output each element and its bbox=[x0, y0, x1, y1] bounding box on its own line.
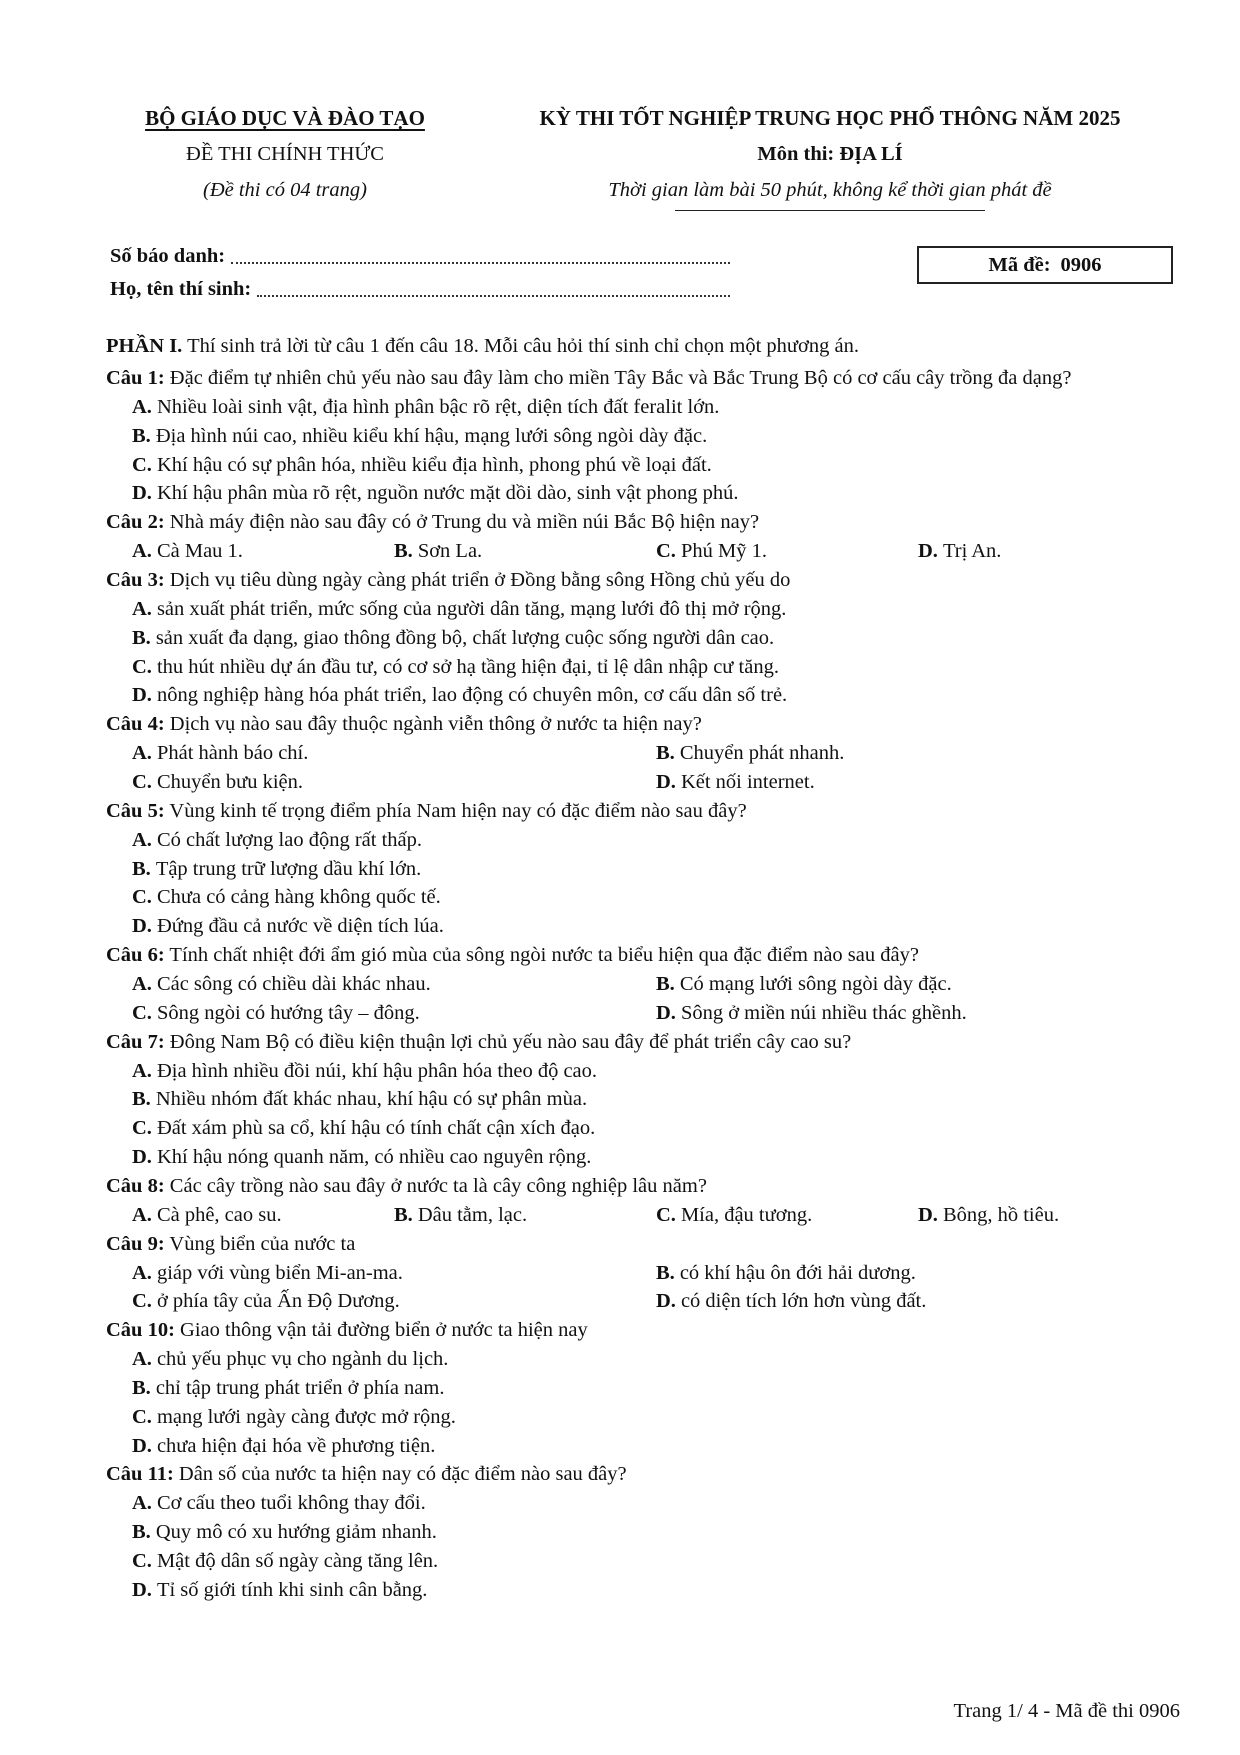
question-label: Câu 3: bbox=[106, 568, 165, 591]
answer-option[interactable] bbox=[106, 912, 1186, 941]
question-1 bbox=[106, 364, 1186, 508]
option-letter: D. bbox=[132, 482, 152, 505]
option-letter: B. bbox=[132, 424, 151, 447]
answer-option[interactable] bbox=[656, 1259, 1180, 1288]
question-label: Câu 11: bbox=[106, 1463, 174, 1486]
option-text: Các sông có chiều dài khác nhau. bbox=[156, 972, 431, 995]
option-text: Quy mô có xu hướng giảm nhanh. bbox=[155, 1521, 437, 1544]
option-letter: B. bbox=[132, 626, 151, 649]
option-letter: C. bbox=[132, 1290, 152, 1313]
option-text: mạng lưới ngày càng được mở rộng. bbox=[156, 1405, 456, 1428]
option-text: chỉ tập trung phát triển ở phía nam. bbox=[155, 1376, 445, 1399]
question-text: Các cây trồng nào sau đây ở nước ta là cây công nghiệp lâu năm? bbox=[164, 1174, 707, 1197]
answer-option[interactable] bbox=[106, 681, 1186, 710]
option-text: Nhiều loài sinh vật, địa hình phân bậc rõ rệt, diện tích đất feralit lớn. bbox=[156, 396, 720, 418]
question-8 bbox=[106, 1172, 1186, 1230]
option-letter: D. bbox=[132, 915, 152, 938]
option-text: Khí hậu nóng quanh năm, có nhiều cao nguyên rộng. bbox=[156, 1145, 592, 1168]
option-letter: B. bbox=[656, 1261, 675, 1284]
question-list bbox=[106, 364, 1186, 1605]
option-letter: A. bbox=[132, 597, 152, 620]
candidate-id-field[interactable] bbox=[231, 240, 730, 264]
option-text: giáp với vùng biển Mi-an-ma. bbox=[156, 1261, 403, 1284]
option-letter: C. bbox=[132, 1405, 152, 1428]
option-text: Dâu tằm, lạc. bbox=[417, 1203, 528, 1226]
question-text: Đông Nam Bộ có điều kiện thuận lợi chủ yếu nào sau đây để phát triển cây cao su? bbox=[164, 1030, 852, 1053]
pages-note: (Đề thi có 04 trang) bbox=[203, 179, 367, 201]
question-stem bbox=[106, 1028, 1186, 1057]
answer-option[interactable] bbox=[106, 595, 1186, 624]
header-divider bbox=[675, 210, 985, 211]
answer-option[interactable] bbox=[106, 1576, 1186, 1605]
option-row bbox=[106, 970, 1186, 999]
question-label: Câu 8: bbox=[106, 1174, 165, 1197]
option-letter: B. bbox=[132, 1521, 151, 1544]
option-text: Nhiều nhóm đất khác nhau, khí hậu có sự phân mùa. bbox=[155, 1088, 588, 1111]
answer-option[interactable] bbox=[106, 1085, 1186, 1114]
option-letter: A. bbox=[132, 1348, 152, 1371]
answer-option[interactable] bbox=[106, 653, 1186, 682]
answer-option[interactable] bbox=[106, 624, 1186, 653]
answer-option[interactable] bbox=[132, 970, 656, 999]
option-text: Có chất lượng lao động rất thấp. bbox=[156, 828, 422, 851]
option-letter: A. bbox=[132, 1492, 152, 1515]
option-text: Có mạng lưới sông ngòi dày đặc. bbox=[679, 972, 952, 995]
exam-code-label: Mã đề: bbox=[988, 254, 1051, 276]
part-text: Thí sinh trả lời từ câu 1 đến câu 18. Mỗi câu hỏi thí sinh chỉ chọn một phương án. bbox=[187, 335, 859, 357]
question-label: Câu 2: bbox=[106, 511, 165, 534]
ministry-name: BỘ GIÁO DỤC VÀ ĐÀO TẠO bbox=[145, 106, 425, 130]
option-letter: B. bbox=[132, 1088, 151, 1111]
question-label: Câu 5: bbox=[106, 799, 165, 822]
answer-option[interactable] bbox=[132, 1287, 656, 1316]
option-text: Tập trung trữ lượng dầu khí lớn. bbox=[155, 857, 422, 880]
option-text: Đứng đầu cả nước về diện tích lúa. bbox=[156, 915, 444, 938]
exam-code-box bbox=[917, 246, 1173, 284]
option-letter: B. bbox=[656, 972, 675, 995]
candidate-info bbox=[110, 240, 730, 306]
answer-option[interactable] bbox=[918, 537, 1180, 566]
question-text: Tính chất nhiệt đới ẩm gió mùa của sông ngòi nước ta biểu hiện qua đặc điểm nào sau đây? bbox=[164, 943, 919, 966]
option-letter: D. bbox=[656, 770, 676, 793]
page-footer: Trang 1/ 4 - Mã đề thi 0906 bbox=[953, 1700, 1180, 1722]
exam-content bbox=[106, 330, 1186, 1605]
option-text: thu hút nhiều dự án đầu tư, có cơ sở hạ tầng hiện đại, tỉ lệ dân nhập cư tăng. bbox=[156, 655, 779, 678]
answer-option[interactable] bbox=[106, 855, 1186, 884]
question-10 bbox=[106, 1316, 1186, 1460]
option-row bbox=[106, 1287, 1186, 1316]
question-text: Dịch vụ tiêu dùng ngày càng phát triển ở Đồng bằng sông Hồng chủ yếu do bbox=[164, 568, 791, 591]
option-text: Sơn La. bbox=[417, 540, 483, 563]
option-text: Trị An. bbox=[942, 540, 1002, 563]
option-letter: A. bbox=[132, 1203, 152, 1226]
option-row bbox=[106, 768, 1186, 797]
option-text: Cà Mau 1. bbox=[156, 540, 243, 563]
option-text: Sông ngòi có hướng tây – đông. bbox=[156, 1001, 420, 1024]
option-text: Khí hậu phân mùa rõ rệt, nguồn nước mặt dồi dào, sinh vật phong phú. bbox=[156, 482, 739, 505]
candidate-name-field[interactable] bbox=[257, 273, 730, 297]
question-stem bbox=[106, 941, 1186, 970]
answer-option[interactable] bbox=[132, 1201, 394, 1230]
exam-code-value: 0906 bbox=[1060, 254, 1102, 276]
question-5 bbox=[106, 797, 1186, 941]
option-text: Phát hành báo chí. bbox=[156, 742, 309, 765]
answer-option[interactable] bbox=[106, 1057, 1186, 1086]
option-text: Kết nối internet. bbox=[680, 770, 815, 793]
answer-option[interactable] bbox=[106, 451, 1186, 480]
option-row bbox=[106, 739, 1186, 768]
question-11 bbox=[106, 1460, 1186, 1604]
option-letter: A. bbox=[132, 742, 152, 765]
option-text: chủ yếu phục vụ cho ngành du lịch. bbox=[156, 1348, 449, 1371]
option-letter: D. bbox=[918, 540, 938, 563]
question-stem bbox=[106, 508, 1186, 537]
option-letter: D. bbox=[656, 1001, 676, 1024]
option-letter: D. bbox=[132, 1434, 152, 1457]
option-letter: C. bbox=[132, 886, 152, 909]
answer-option[interactable] bbox=[106, 1432, 1186, 1461]
option-letter: D. bbox=[132, 1578, 152, 1601]
question-stem bbox=[106, 1316, 1186, 1345]
option-letter: D. bbox=[132, 684, 152, 707]
option-letter: C. bbox=[656, 1203, 676, 1226]
candidate-name-row bbox=[110, 273, 730, 306]
question-label: Câu 1: bbox=[106, 367, 165, 389]
option-text: sản xuất đa dạng, giao thông đồng bộ, chất lượng cuộc sống người dân cao. bbox=[155, 626, 775, 649]
answer-option[interactable] bbox=[132, 768, 656, 797]
option-row bbox=[106, 999, 1186, 1028]
answer-option[interactable] bbox=[132, 999, 656, 1028]
candidate-name-label: Họ, tên thí sinh: bbox=[110, 278, 252, 300]
option-text: Tỉ số giới tính khi sinh cân bằng. bbox=[156, 1578, 428, 1601]
option-text: Bông, hồ tiêu. bbox=[942, 1203, 1060, 1226]
answer-option[interactable] bbox=[106, 1374, 1186, 1403]
answer-option[interactable] bbox=[106, 1518, 1186, 1547]
option-row bbox=[106, 537, 1186, 566]
header-right bbox=[470, 100, 1190, 211]
subject-line bbox=[470, 136, 1190, 172]
question-3 bbox=[106, 566, 1186, 710]
question-9 bbox=[106, 1230, 1186, 1317]
option-text: có khí hậu ôn đới hải dương. bbox=[679, 1261, 916, 1284]
option-letter: B. bbox=[394, 540, 413, 563]
option-letter: B. bbox=[132, 857, 151, 880]
answer-option[interactable] bbox=[106, 1547, 1186, 1576]
option-row bbox=[106, 1259, 1186, 1288]
answer-option[interactable] bbox=[656, 1287, 1180, 1316]
answer-option[interactable] bbox=[106, 883, 1186, 912]
option-text: Chưa có cảng hàng không quốc tế. bbox=[156, 886, 441, 909]
question-label: Câu 7: bbox=[106, 1030, 165, 1053]
question-stem bbox=[106, 710, 1186, 739]
question-text: Dịch vụ nào sau đây thuộc ngành viễn thông ở nước ta hiện nay? bbox=[164, 713, 702, 736]
question-2 bbox=[106, 508, 1186, 566]
question-4 bbox=[106, 710, 1186, 797]
answer-option[interactable] bbox=[106, 1114, 1186, 1143]
question-stem bbox=[106, 566, 1186, 595]
option-text: Chuyển bưu kiện. bbox=[156, 770, 303, 793]
answer-option[interactable] bbox=[106, 479, 1186, 508]
answer-option[interactable] bbox=[394, 537, 656, 566]
official-label: ĐỀ THI CHÍNH THỨC bbox=[186, 143, 384, 165]
answer-option[interactable] bbox=[106, 826, 1186, 855]
answer-option[interactable] bbox=[132, 739, 656, 768]
option-letter: C. bbox=[132, 770, 152, 793]
option-text: sản xuất phát triển, mức sống của người dân tăng, mạng lưới đô thị mở rộng. bbox=[156, 597, 787, 620]
answer-option[interactable] bbox=[656, 970, 1180, 999]
question-stem bbox=[106, 1460, 1186, 1489]
question-6 bbox=[106, 941, 1186, 1028]
answer-option[interactable] bbox=[656, 768, 1180, 797]
question-text: Vùng biển của nước ta bbox=[164, 1232, 356, 1255]
option-letter: C. bbox=[656, 540, 676, 563]
question-7 bbox=[106, 1028, 1186, 1172]
answer-option[interactable] bbox=[656, 1201, 918, 1230]
question-label: Câu 6: bbox=[106, 943, 165, 966]
header-left bbox=[110, 100, 460, 208]
question-stem bbox=[106, 364, 1186, 393]
option-letter: C. bbox=[132, 655, 152, 678]
option-letter: D. bbox=[132, 1145, 152, 1168]
candidate-id-label: Số báo danh: bbox=[110, 245, 226, 267]
answer-option[interactable] bbox=[106, 1489, 1186, 1518]
option-text: Địa hình nhiều đồi núi, khí hậu phân hóa theo độ cao. bbox=[156, 1059, 598, 1082]
answer-option[interactable] bbox=[132, 537, 394, 566]
option-letter: D. bbox=[918, 1203, 938, 1226]
option-text: Khí hậu có sự phân hóa, nhiều kiểu địa hình, phong phú về loại đất. bbox=[156, 453, 712, 476]
question-label: Câu 4: bbox=[106, 713, 165, 736]
option-text: chưa hiện đại hóa về phương tiện. bbox=[156, 1434, 436, 1457]
answer-option[interactable] bbox=[656, 537, 918, 566]
answer-option[interactable] bbox=[918, 1201, 1180, 1230]
question-text: Giao thông vận tải đường biển ở nước ta hiện nay bbox=[174, 1319, 588, 1342]
option-text: Cà phê, cao su. bbox=[156, 1203, 282, 1226]
option-letter: A. bbox=[132, 1059, 152, 1082]
option-text: Mía, đậu tương. bbox=[680, 1203, 813, 1226]
subject-name: ĐỊA LÍ bbox=[839, 143, 903, 165]
option-text: Cơ cấu theo tuổi không thay đổi. bbox=[156, 1492, 426, 1515]
option-text: ở phía tây của Ấn Độ Dương. bbox=[156, 1290, 400, 1313]
question-stem bbox=[106, 1230, 1186, 1259]
part-instruction bbox=[106, 330, 1186, 362]
option-text: Sông ở miền núi nhiều thác ghềnh. bbox=[680, 1001, 967, 1024]
question-stem bbox=[106, 1172, 1186, 1201]
option-text: Chuyển phát nhanh. bbox=[679, 742, 845, 765]
option-letter: C. bbox=[132, 1001, 152, 1024]
answer-option[interactable] bbox=[106, 1403, 1186, 1432]
option-row bbox=[106, 1201, 1186, 1230]
option-letter: C. bbox=[132, 1117, 152, 1140]
question-stem bbox=[106, 797, 1186, 826]
option-text: có diện tích lớn hơn vùng đất. bbox=[680, 1290, 927, 1313]
part-title: PHẦN I. bbox=[106, 335, 183, 357]
answer-option[interactable] bbox=[106, 422, 1186, 451]
question-text: Nhà máy điện nào sau đây có ở Trung du và miền núi Bắc Bộ hiện nay? bbox=[164, 511, 760, 534]
option-letter: D. bbox=[656, 1290, 676, 1313]
answer-option[interactable] bbox=[106, 1345, 1186, 1374]
question-label: Câu 9: bbox=[106, 1232, 165, 1255]
option-text: nông nghiệp hàng hóa phát triển, lao động có chuyên môn, cơ cấu dân số trẻ. bbox=[156, 684, 788, 707]
answer-option[interactable] bbox=[106, 393, 1186, 422]
answer-option[interactable] bbox=[656, 739, 1180, 768]
candidate-id-row bbox=[110, 240, 730, 273]
question-text: Đặc điểm tự nhiên chủ yếu nào sau đây làm cho miền Tây Bắc và Bắc Trung Bộ có cơ cấu cây trồng đa dạng? bbox=[164, 367, 1072, 389]
option-text: Địa hình núi cao, nhiều kiểu khí hậu, mạng lưới sông ngòi dày đặc. bbox=[155, 424, 708, 447]
question-text: Vùng kinh tế trọng điểm phía Nam hiện nay có đặc điểm nào sau đây? bbox=[164, 799, 747, 822]
option-text: Phú Mỹ 1. bbox=[680, 540, 767, 563]
option-letter: B. bbox=[394, 1203, 413, 1226]
time-note: Thời gian làm bài 50 phút, không kể thời gian phát đề bbox=[608, 179, 1052, 201]
option-letter: A. bbox=[132, 972, 152, 995]
subject-label: Môn thi: bbox=[757, 143, 835, 165]
option-letter: B. bbox=[132, 1376, 151, 1399]
option-letter: A. bbox=[132, 1261, 152, 1284]
option-text: Đất xám phù sa cổ, khí hậu có tính chất cận xích đạo. bbox=[156, 1117, 596, 1140]
option-letter: A. bbox=[132, 828, 152, 851]
answer-option[interactable] bbox=[394, 1201, 656, 1230]
option-letter: A. bbox=[132, 540, 152, 563]
question-label: Câu 10: bbox=[106, 1319, 175, 1342]
answer-option[interactable] bbox=[132, 1259, 656, 1288]
exam-title: KỲ THI TỐT NGHIỆP TRUNG HỌC PHỔ THÔNG NĂM 2025 bbox=[539, 106, 1121, 130]
option-letter: C. bbox=[132, 453, 152, 476]
option-letter: C. bbox=[132, 1549, 152, 1572]
answer-option[interactable] bbox=[656, 999, 1180, 1028]
option-letter: A. bbox=[132, 396, 152, 418]
answer-option[interactable] bbox=[106, 1143, 1186, 1172]
question-text: Dân số của nước ta hiện nay có đặc điểm nào sau đây? bbox=[173, 1463, 627, 1486]
option-letter: B. bbox=[656, 742, 675, 765]
option-text: Mật độ dân số ngày càng tăng lên. bbox=[156, 1549, 439, 1572]
